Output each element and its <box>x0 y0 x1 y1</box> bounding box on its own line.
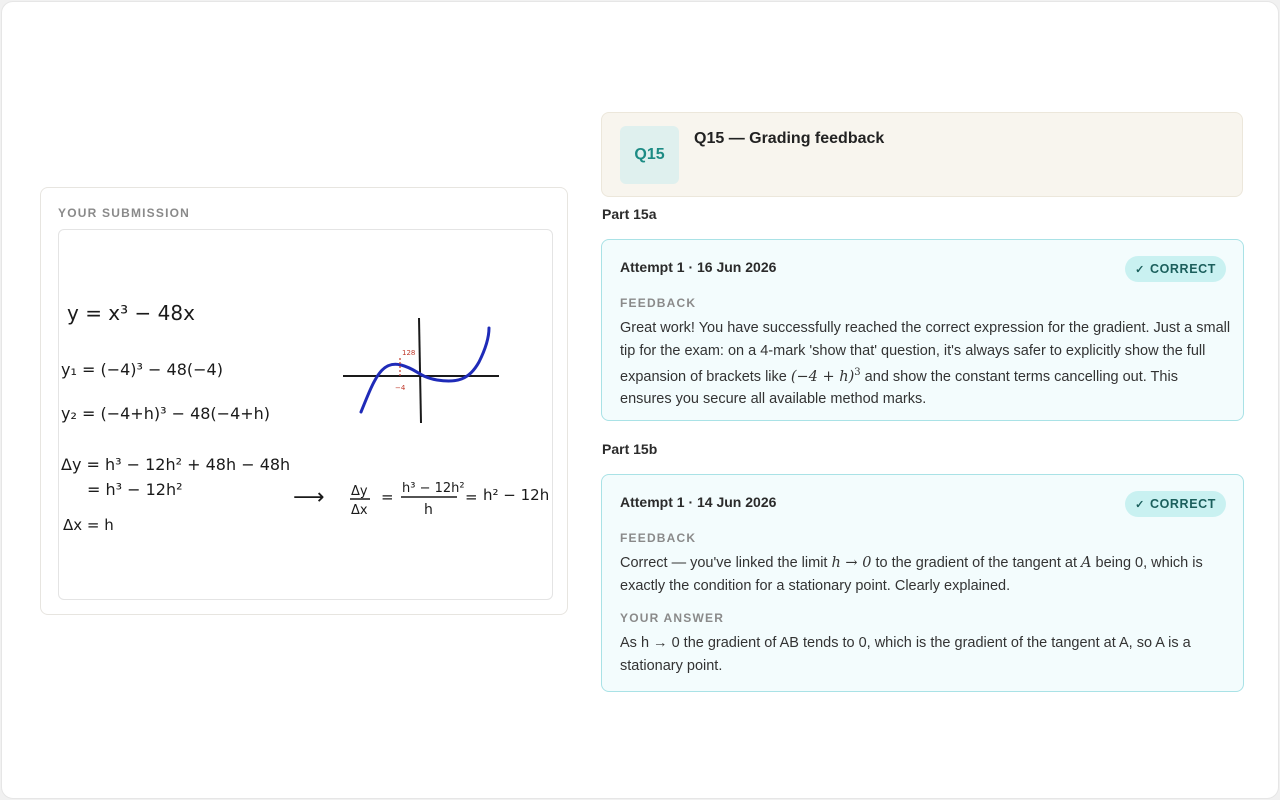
svg-text:−4: −4 <box>395 384 406 392</box>
feedback-text-part: to the gradient of the tangent at <box>871 555 1082 571</box>
feedback-text-part: Great work! You have successfully reached the correct expression for the gradient. Just a small tip for the exam: on a 4-mark 'show that' question, it's always safer to explicitly show the full expansion of brackets like <box>620 320 1231 385</box>
feedback-label: FEEDBACK <box>620 296 697 310</box>
submission-label: YOUR SUBMISSION <box>58 206 191 220</box>
feedback-label: FEEDBACK <box>620 531 697 545</box>
svg-text:Δy = h³ − 12h² + 48h − 48h: Δy = h³ − 12h² + 48h − 48h <box>61 455 291 474</box>
math-expression: h → 0 <box>831 555 872 571</box>
svg-text:Δy: Δy <box>351 484 368 499</box>
svg-text:y = x³ − 48x: y = x³ − 48x <box>67 301 195 325</box>
question-header <box>601 112 1243 197</box>
feedback-text-part: being 0, which is exactly the condition for a stationary point. Clearly explained. <box>620 555 1203 594</box>
svg-text:h² − 12h: h² − 12h <box>483 486 550 504</box>
check-icon: ✓ <box>1135 263 1145 276</box>
svg-text:⟶: ⟶ <box>293 485 325 510</box>
handwritten-submission-image <box>58 229 553 600</box>
math-expression: A <box>1081 555 1092 571</box>
attempt-title: Attempt 1 · 14 Jun 2026 <box>620 494 777 510</box>
feedback-text-part: Correct — you've linked the limit <box>620 555 832 571</box>
svg-text:h³ − 12h²: h³ − 12h² <box>402 481 465 496</box>
status-text: CORRECT <box>1149 262 1216 276</box>
part-label-15a: Part 15a <box>602 206 657 222</box>
svg-text:128: 128 <box>402 349 416 357</box>
feedback-text-part: and show the constant terms cancelling out. This ensures you secure all available method marks. <box>620 368 1178 408</box>
math-base: (−4 + h) <box>790 368 855 385</box>
your-answer-label: YOUR ANSWER <box>620 611 725 625</box>
status-text: CORRECT <box>1149 497 1216 511</box>
question-badge: Q15 <box>620 126 679 184</box>
feedback-text <box>620 552 1232 597</box>
page <box>1 1 1279 799</box>
svg-text:y₂ = (−4+h)³ − 48(−4+h): y₂ = (−4+h)³ − 48(−4+h) <box>61 404 271 423</box>
part-label-15b: Part 15b <box>602 441 658 457</box>
svg-text:=: = <box>465 488 478 506</box>
page-title: Q15 — Grading feedback <box>694 130 885 147</box>
attempt-card-15a <box>601 239 1244 421</box>
math-expression <box>791 369 861 385</box>
your-answer-text: As h → 0 the gradient of AB tends to 0, which is the gradient of the tangent at A, so A is a stationary point. <box>620 635 1191 674</box>
feedback-text <box>620 317 1232 411</box>
submission-card <box>40 187 568 615</box>
svg-text:h: h <box>424 502 433 518</box>
svg-text:Δx: Δx <box>351 503 368 518</box>
status-badge <box>1125 491 1226 517</box>
handwriting-drawing <box>59 230 554 601</box>
attempt-title: Attempt 1 · 16 Jun 2026 <box>620 259 777 275</box>
check-icon: ✓ <box>1135 498 1145 511</box>
attempt-card-15b <box>601 474 1244 692</box>
svg-text:=: = <box>381 488 394 506</box>
svg-text:y₁ = (−4)³ − 48(−4): y₁ = (−4)³ − 48(−4) <box>61 360 223 379</box>
status-badge <box>1125 256 1226 282</box>
math-exponent: 3 <box>854 367 861 378</box>
svg-text:Δx = h: Δx = h <box>63 516 114 534</box>
svg-text:= h³ − 12h²: = h³ − 12h² <box>87 480 183 499</box>
